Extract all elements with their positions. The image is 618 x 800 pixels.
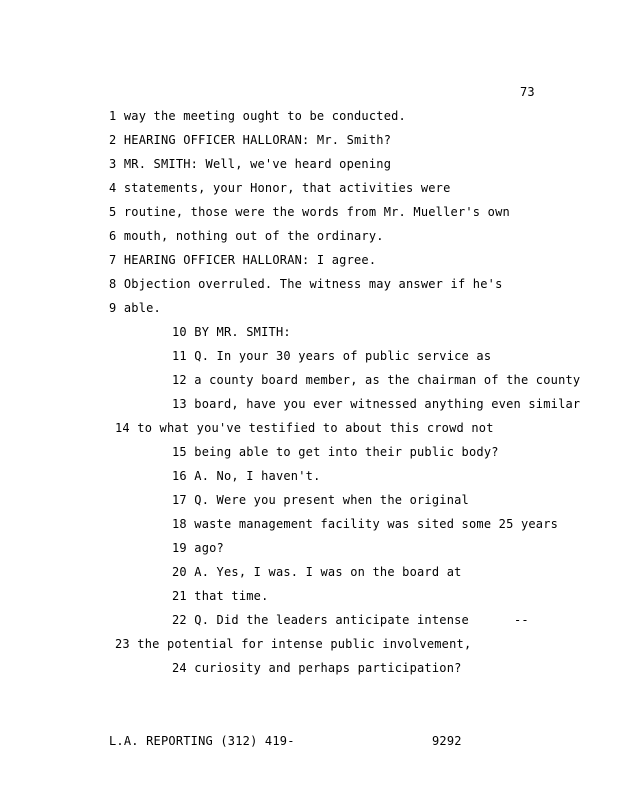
- footer-reporter: L.A. REPORTING (312) 419-: [109, 734, 295, 748]
- transcript-line: 4 statements, your Honor, that activities were: [109, 181, 451, 195]
- transcript-dash: --: [514, 613, 529, 627]
- transcript-line: 21 that time.: [172, 589, 269, 603]
- transcript-line: 8 Objection overruled. The witness may answer if he's: [109, 277, 503, 291]
- transcript-line: 1 way the meeting ought to be conducted.: [109, 109, 406, 123]
- transcript-line: 12 a county board member, as the chairman of the county: [172, 373, 581, 387]
- footer-phone-suffix: 9292: [432, 734, 462, 748]
- transcript-line: 10 BY MR. SMITH:: [172, 325, 291, 339]
- transcript-line: 7 HEARING OFFICER HALLORAN: I agree.: [109, 253, 377, 267]
- transcript-line: 3 MR. SMITH: Well, we've heard opening: [109, 157, 392, 171]
- transcript-line: 16 A. No, I haven't.: [172, 469, 321, 483]
- transcript-line: 23 the potential for intense public involvement,: [115, 637, 472, 651]
- transcript-line: 17 Q. Were you present when the original: [172, 493, 469, 507]
- transcript-line: 5 routine, those were the words from Mr. Mueller's own: [109, 205, 510, 219]
- transcript-line: 18 waste management facility was sited some 25 years: [172, 517, 559, 531]
- transcript-line: 13 board, have you ever witnessed anything even similar: [172, 397, 581, 411]
- transcript-line: 2 HEARING OFFICER HALLORAN: Mr. Smith?: [109, 133, 392, 147]
- transcript-line: 15 being able to get into their public body?: [172, 445, 499, 459]
- transcript-line: 20 A. Yes, I was. I was on the board at: [172, 565, 462, 579]
- transcript-line: 9 able.: [109, 301, 161, 315]
- transcript-line: 11 Q. In your 30 years of public service as: [172, 349, 492, 363]
- transcript-line: 19 ago?: [172, 541, 224, 555]
- transcript-line: 6 mouth, nothing out of the ordinary.: [109, 229, 384, 243]
- transcript-line: 22 Q. Did the leaders anticipate intense: [172, 613, 469, 627]
- transcript-line: 14 to what you've testified to about this crowd not: [115, 421, 494, 435]
- transcript-line: 24 curiosity and perhaps participation?: [172, 661, 462, 675]
- page-number: 73: [520, 85, 535, 99]
